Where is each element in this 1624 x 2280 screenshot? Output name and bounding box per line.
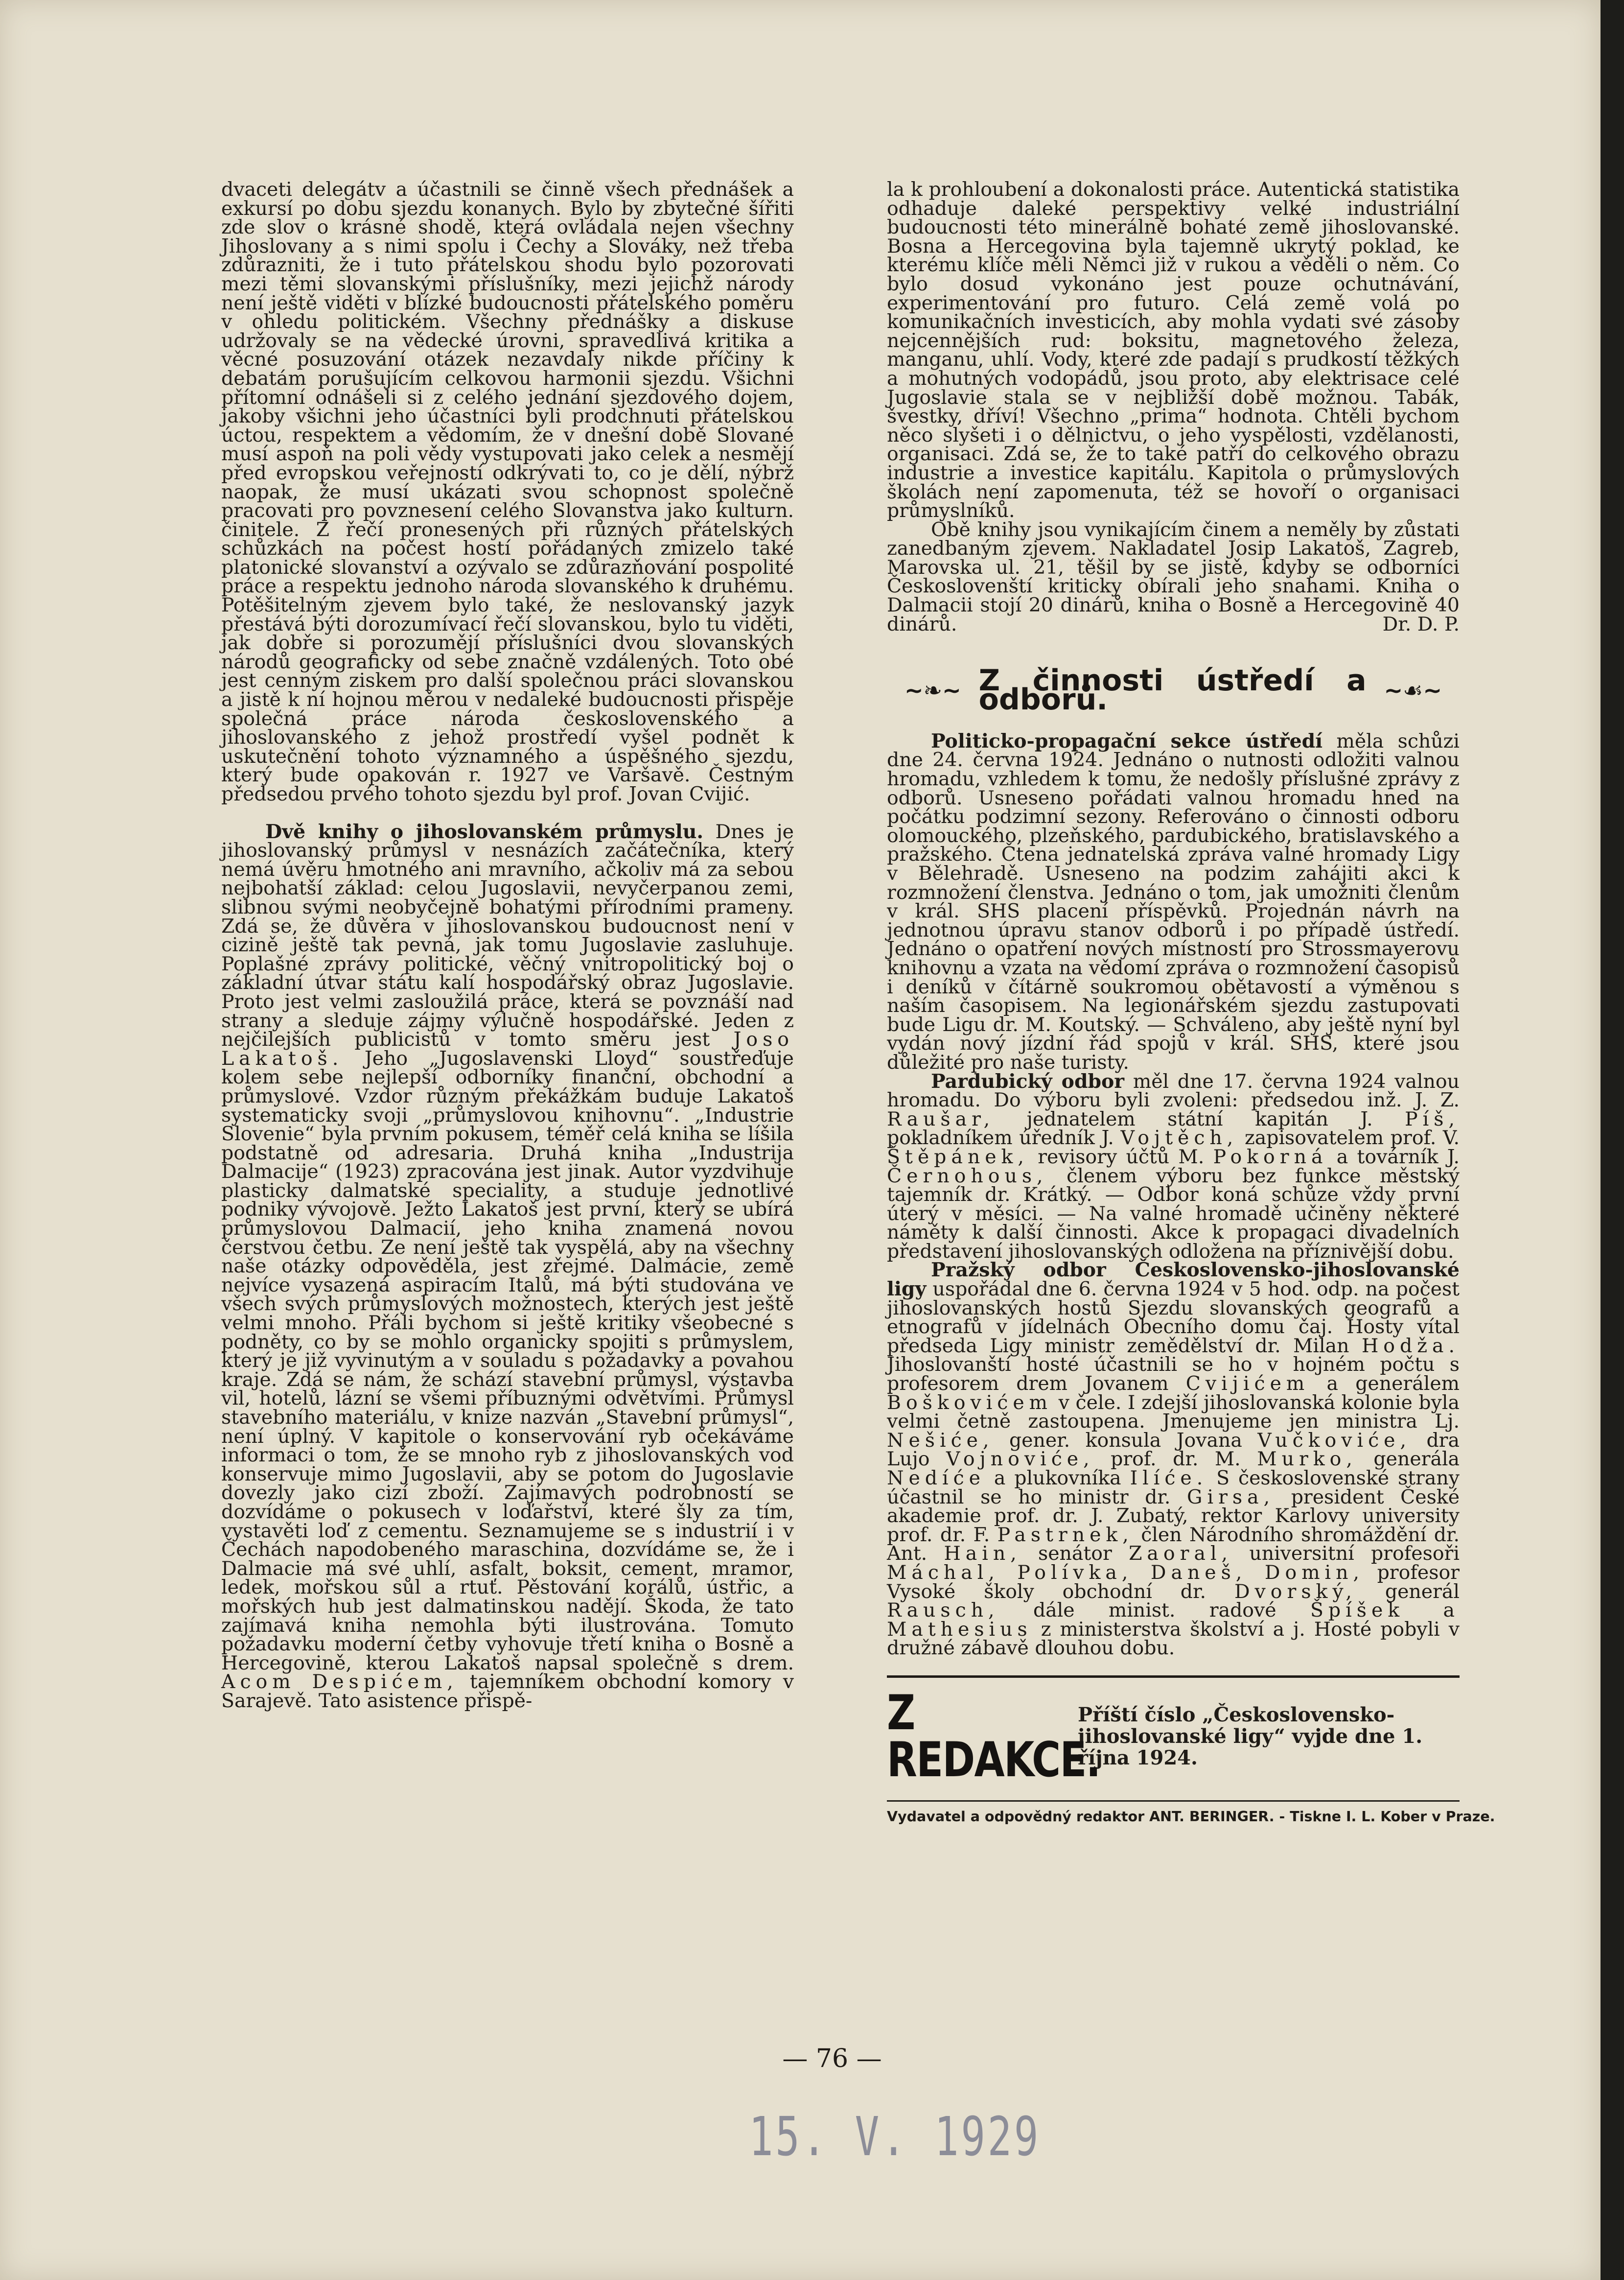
person-name: Máchal, Polívka, Daneš, Domin, (887, 1561, 1365, 1584)
person-name: Pastrnek, (997, 1523, 1134, 1546)
person-name: Vojnoviće, (946, 1448, 1094, 1471)
person-name: Štěpánek, (887, 1145, 1029, 1168)
pardubice-text: členem výboru bez funkce městský tajemník dr. Krátký. — Odbor koná schůze vždy první úterý v měsíci. — Na valné hromadě učiněny některé náměty k další činnosti. Akce k propagaci divadelních představení jihoslovanských odložena na příznivější dobu. (887, 1164, 1460, 1263)
section-title-text: Z činnosti ústředí a odborů. (978, 663, 1367, 717)
article-sjezd-continuation: dvaceti delegátv a účastnili se činně všech přednášek a exkursí po dobu sjezdu konanych. Bylo by zbytečné šířiti zde slov o krásné shodě, která ovládala nejen všechny Jihoslovany a s nimi spolu i Čechy a Slováky, než třeba zdůrazniti, že i tuto přátelskou shodu bylo pozorovati mezi těmi slovanskými příslušníky, mezi jejichž národy není ještě viděti v blízké budoucnosti přátelského poměru v ohledu politickém. Všechny přednášky a diskuse udržovaly se na vědecké úrovni, spravedlivá kritika a věcné posuzování otázek nezavdaly nikde příčiny k debatám porušujícím celkovou harmonii sjezdu. Všichni přítomní odnášeli si z celého jednání sjezdového dojem, jakoby všichni jeho účastníci byli prodchnuti přátelskou úctou, respektem a vědomím, že v dnešní době Slované musí aspoň na poli vědy vystupovati jako celek a nesmějí před evropskou veřejností odkrývati to, co je dělí, nýbrž naopak, že musí ukázati svou schopnost společně pracovati pro povznesení celého Slovanstva jako kulturn. činitele. Z řečí pronesených při různých přátelských schůzkách na počest hostí pořádaných zmizelo také platonické slovanství a ozývalo se zdůrazňování pospolité práce a respektu jednoho národa slovanského k druhému. Potěšitelným zjevem bylo také, že neslovanský jazyk přestává býti dorozumívací řečí slovanskou, bylo tu viděti, jak dobře si porozumějí příslušníci dvou slovanských národů geograficky od sebe značně vzdálených. Toto obé jest cenným ziskem pro další společnou práci slovanskou a jistě k ní hojnou měrou v nedaleké budoucnosti přispěje společná práce národa československého a jihoslovanského z jehož prostředí vyšel podnět k uskutečnění tohoto významného a úspěšného sjezdu, který bude opakován r. 1927 ve Varšavě. Čestným předsedou prvého tohoto sjezdu byl prof. Jovan Cvijić. (221, 178, 794, 805)
person-name: Pokorná (1213, 1145, 1328, 1168)
person-name: Dvorský, (1234, 1580, 1357, 1603)
prague-text: dále minist. radové (1033, 1599, 1276, 1622)
left-column (221, 180, 794, 1711)
prague-text: generála (1373, 1448, 1460, 1471)
date-stamp: 15. V. 1929 (749, 2105, 1041, 2168)
person-name: Hain, (944, 1542, 1021, 1565)
prague-text: z ministerstva školství a j. Hosté pobyli v družné zábavě dlouhou dobu. (887, 1618, 1460, 1660)
prague-text: v čele. I zdejší jihoslovanská kolonie byla velmi četně zastoupena. Jmenujeme jen ministra Lj. (887, 1391, 1460, 1433)
fleuron-right-icon: ~☙~ (1384, 677, 1442, 704)
person-name: Hodža. (1361, 1334, 1460, 1357)
person-name: Píš, (1405, 1107, 1460, 1130)
fleuron-left-icon: ~❧~ (905, 677, 961, 704)
report-pardubice (887, 1072, 1460, 1261)
prague-text: a plukovníka (994, 1467, 1121, 1489)
section-title (887, 663, 1460, 717)
person-name: Girsa, (1187, 1485, 1275, 1508)
pardubice-text: a továrník J. (1336, 1145, 1460, 1168)
prague-text: profesor Vysoké školy obchodní dr. (887, 1561, 1460, 1603)
scan-edge (1601, 0, 1624, 2280)
pardubice-text: jednatelem státní kapitán J. (1026, 1107, 1373, 1130)
prague-text: člen Národního shromáždění dr. Ant. (887, 1523, 1460, 1565)
prague-text: prof. dr. M. (1111, 1448, 1241, 1471)
person-name: Nešiće, (887, 1429, 994, 1452)
person-name: Raušar, (887, 1107, 995, 1130)
article-two-books-heading: Dvě knihy o jihoslovanském průmyslu. (265, 820, 704, 843)
report-political-text: měla schůzi dne 24. června 1924. Jednáno o nutnosti odložiti valnou hromadu, vzhledem k tomu, že nedošly příslušné zprávy z odborů. Usneseno pořádati valnou hromadu hned na počátku podzimní sezony. Referováno o činnosti odboru olomouckého, plzeňského, pardubického, bratislavského a pražského. Čtena jednatelská zpráva valné hromady Ligy v Bělehradě. Usneseno na podzim zahájiti akci k rozmnožení členstva. Jednáno o tom, jak umožniti členům v král. SHS placení příspěvků. Projednán návrh na jednotnou úpravu stanov odborů i po případě ústředí. Jednáno o opatření nových místností pro Strossmayerovu knihovnu a vzata na vědomí zpráva o rozmnožení časopisů i deníků v čítárně soukromou obětavostí a výměnou s naším časopisem. Na legionářském sjezdu zastupovati bude Ligu dr. M. Koutský. — Schváleno, aby ještě nyní byl vydán nový jízdní řád spojů v král. SHS, které jsou důležité pro naše turisty. (887, 729, 1460, 1074)
person-name: Ilíće. (1130, 1467, 1208, 1489)
person-name: Rausch, (887, 1599, 999, 1622)
name-despic: Acom Despićem, (221, 1670, 458, 1693)
prague-text: a generálem (1326, 1372, 1460, 1395)
report-prague-heading: Pražský odbor Československo-jihoslovanské ligy (887, 1259, 1460, 1301)
prague-text: Jihoslovanští hosté účastnili se ho v hojném počtu s profesorem drem Jovanem (887, 1353, 1460, 1395)
prague-text: generál (1385, 1580, 1460, 1603)
editorial-notice-text: Příští číslo „Československo-jihoslovanské ligy“ vyjde dne 1. října 1924. (1078, 1703, 1423, 1769)
person-name: Cvijićem (1185, 1372, 1310, 1395)
prague-text: uspořádal dne 6. června 1924 v 5 hod. odp. na počest jihoslovanských hostů Sjezdu slovanských geografů a etnografů v jídelnách Obecního domu čaj. Hosty vítal předseda Ligy ministr zemědělství dr. Milan (887, 1278, 1460, 1357)
editorial-notice-heading: Z REDAKCE. (887, 1685, 1100, 1788)
page-number: — 76 — (782, 2044, 882, 2073)
pardubice-text: měl dne 17. června 1924 valnou hromadu. Do výboru byli zvoleni: předsedou inž. J. Z. (887, 1070, 1460, 1112)
article-two-books-conclusion: Obě knihy jsou vynikajícím činem a neměly by zůstati zanedbaným zjevem. Nakladatel Josip Lakatoš, Zagreb, Marovska ul. 21, těšil by se jistě, kdyby se odborníci Českoslovenští kriticky obírali jeho snahami. Kniha o Dalmacii stojí 20 dinárů, kniha o Bosně a Hercegovině 40 dinárů. (887, 518, 1460, 635)
prague-text: universitní profesoři (1249, 1542, 1460, 1565)
prague-text: S československé strany účastnil se ho ministr dr. (887, 1467, 1460, 1508)
article-two-books (221, 820, 794, 1712)
prague-text: senátor (1038, 1542, 1112, 1565)
report-pardubice-heading: Pardubický odbor (931, 1070, 1125, 1093)
person-name: Zaoral, (1129, 1542, 1233, 1565)
editorial-notice (887, 1675, 1460, 1788)
article-two-books-text-b: Jeho „Jugoslavenski Lloyd“ soustřeďuje kolem sebe nejlepší odborníky finanční, obchodní a průmyslové. Vzdor různým překážkám buduje Lakatoš systematicky svoji „průmyslovou knihovnu“. „Industrie Slovenie“ byla prvním pokusem, téměř celá kniha se líšila podstatně od adresaria. Druhá kniha „Industrija Dalmacije“ (1923) zpracována jest jinak. Autor vyzdvihuje plasticky dalmatské speciality, a studuje jednotlivé podniky vývojově. Ježto Lakatoš jest první, který se ubírá průmyslovou Dalmacií, jeho kniha znamená novou čerstvou četbu. Ze není ještě tak vyspělá, aby na všechny naše otázky odpověděla, jest zřejmé. Dalmácie, země nejvíce vysazená aspiracím Italů, má býti studována ve všech svých průmyslových možnostech, kterých jest ještě velmi mnoho. Přáli bychom si ještě kritiky všeobecné s podněty, co by se mohlo organicky spojiti s průmyslem, který je již vyvinutým a v souladu s požadavky a povahou kraje. Zdá se nám, že schází stavební průmysl, výstavba vil, hotelů, lázní se všemi příbuznými odvětvími. Průmysl stavebního materiálu, v knize nazván „Stavební průmysl“, není úplný. V kapitole o konservování ryb očekáváme informaci o tom, že se mnoho ryb z jihoslovanských vod konservuje mimo Jugoslavii, aby se potom do Jugoslavie dovezly jako cizí zboží. Zajímavých podrobností se dozvídáme o pokusech v loďařství, které šly za tím, vystavěti loď z cementu. Seznamujeme se s industrií i v Čechách napodobeného maraschina, dozvídáme se, že i Dalmacie má své uhlí, asfalt, boksit, cement, mramor, ledek, mořskou sůl a rtuť. Pěstování korálů, ústřic, a mořských hub jest dalmatinskou nadějí. Škoda, že tato zajímavá kniha nemohla býti ilustrována. Tomuto požadavku moderní četby vyhovuje třetí kniha o Bosně a Hercegovině, kterou Lakatoš napsal společně s drem. (221, 1047, 794, 1674)
pardubice-text: revisory účtů M. (1038, 1145, 1205, 1168)
article-two-books-continuation: la k prohloubení a dokonalosti práce. Autentická statistika odhaduje daleké perspektivy velké industriální budoucnosti této minerálně bohaté země jihoslovanské. Bosna a Hercegovina byla tajemně ukrytý poklad, ke kterému klíče měli Němci již v rukou a věděli o něm. Co bylo dosud vykonáno jest pouze ochutnávání, experimentování pro futuro. Celá země volá po komunikačních investicích, aby mohla vydati své zásoby nejcennějších rud: boksitu, magnetového železa, manganu, uhlí. Vody, které zde padají s prudkostí těžkých a mohutných vodopádů, jsou proto, aby elektrisace celé Jugoslavie stala se v nejbližší době možnou. Tabák, švestky, dříví! Všechno „prima“ hodnota. Chtěli bychom něco slyšeti i o dělnictvu, o jeho vyspělosti, vzdělanosti, organisaci. Zdá se, že to také patří do celkového obrazu industrie a investice kapitálu. Kapitola o průmyslových školách není zapomenuta, též se hovoří o organisaci průmyslníků. (887, 178, 1460, 522)
report-prague (887, 1259, 1460, 1660)
person-name: Černohous, (887, 1164, 1048, 1187)
person-name: Boškovićem (887, 1391, 1053, 1414)
person-name: Vučkoviće, (1257, 1429, 1411, 1452)
report-political-heading: Politicko-propagační sekce ústředí (931, 729, 1323, 752)
person-name: Nedíće (887, 1467, 985, 1489)
report-political-section (887, 729, 1460, 1074)
name-lakatos: Joso Lakatoš. (221, 1028, 794, 1070)
person-name: Vojtěch, (1120, 1127, 1238, 1150)
right-column (887, 178, 1495, 1825)
pardubice-text: zapisovatelem prof. V. (1245, 1127, 1460, 1150)
pardubice-text: pokladníkem úředník J. (887, 1127, 1114, 1150)
person-name: Špíšek a Mathesius (887, 1599, 1460, 1641)
person-name: Murko, (1257, 1448, 1357, 1471)
article-two-books-text-c: tajemníkem obchodní komory v Sarajevě. Tato asistence přispě- (221, 1670, 794, 1712)
prague-text: dra Lujo (887, 1429, 1460, 1471)
prague-text: gener. konsula Jovana (1009, 1429, 1242, 1452)
publisher-imprint: Vydavatel a odpovědný redaktor ANT. BERINGER. - Tiskne I. L. Kober v Praze. (887, 1800, 1460, 1825)
article-signature: Dr. D. P. (1382, 613, 1460, 636)
prague-text: president České akademie prof. dr. J. Zubatý, rektor Karlovy university prof. dr. F. (887, 1485, 1460, 1546)
article-two-books-text-a: Dnes je jihoslovanský průmysl v nesnázích začátečníka, který nemá úvěru hmotného ani mravního, ačkoliv má za sebou nejbohatší základ: celou Jugoslavii, nevyčerpanou zemi, slibnou svými neobyčejně bohatými přírodními prameny. Zdá se, že důvěra v jihoslovanskou budoucnost není v cizině ještě tak pevná, jak tomu Jugoslavie zasluhuje. Poplašné zprávy politické, věčný vnitropolitický boj o základní útvar státu kalí hospodářský obraz Jugoslavie. Proto jest velmi zasloužilá práce, která se povznáší nad strany a sleduje zájmy výlučně hospodářské. Jeden z nejčilejších publicistů v tomto směru jest (221, 820, 794, 1051)
